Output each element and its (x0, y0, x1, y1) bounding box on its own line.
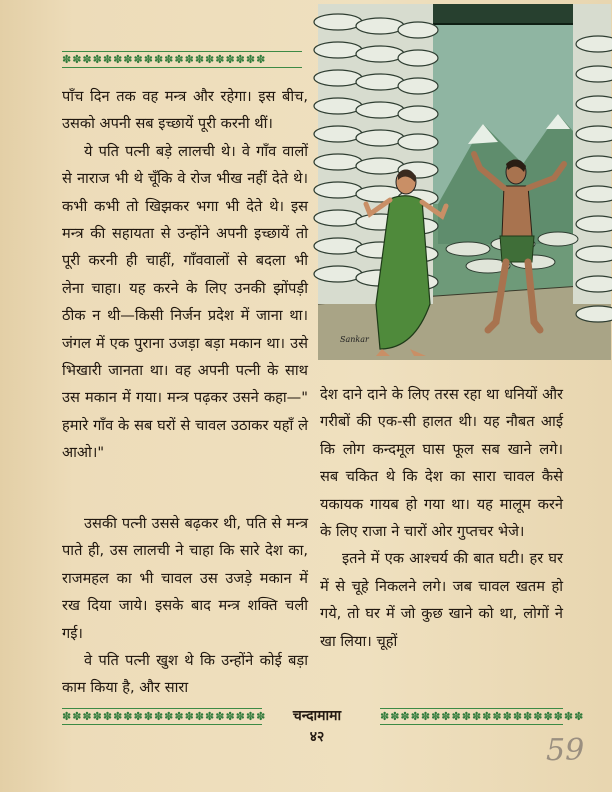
footer-border-left: ✽✽✽✽✽✽✽✽✽✽✽✽✽✽✽✽✽✽✽✽ (62, 710, 267, 723)
paragraph: ये पति पत्नी बड़े लालची थे। वे गाँव वालों से नाराज भी थे चूँकि वे रोज भीख नहीं देते थे। कभी कभी तो खिझकर भगा भी देते थे। इस मन्त्र की सहायता से उन्होंने अपनी इच्छायें तो पूरी करनी ही चाहीं, गाँववालों से बदला भी लेना चाहा। यह करने के लिए उनकी झोंपड़ी ठीक न थी—किसी निर्जन प्रदेश में जाना था। जंगल में एक पुराना उजड़ा बड़ा मकान था। उसे भिखारी जानता था। वह अपनी पत्नी के साथ उस मकान में गया। मन्त्र पढ़कर उसने कहा—" हमारे गाँव के सब घरों से चावल उठाकर यहाँ ले आओ।" (62, 142, 308, 462)
paragraph: पाँच दिन तक वह मन्त्र और रहेगा। इस बीच, उसको अपनी सब इच्छायें पूरी करनी थीं। (62, 88, 308, 133)
paragraph: उसकी पत्नी उससे बढ़कर थी, पति से मन्त्र पाते ही, उस लालची ने चाहा कि सारे देश का, राजमहल का भी चावल उस उजड़े मकान में रख दिया जाये। इसके बाद मन्त्र शक्ति चली गई। (62, 515, 308, 642)
rice-sacks-right (573, 4, 612, 322)
handwritten-note (540, 722, 590, 772)
artist-signature: Sankar (340, 335, 369, 344)
left-text-column (62, 83, 308, 467)
paragraph: इतने में एक आश्चर्य की बात घटी। हर घर में से चूहे निकलने लगे। जब चावल खतम हो गये, तो घर में जो कुछ खाने को था, लोगों ने खा लिया। चूहों (320, 550, 563, 650)
footer-border-right: ✽✽✽✽✽✽✽✽✽✽✽✽✽✽✽✽✽✽✽✽ (380, 710, 585, 723)
page-number: ४२ (309, 729, 325, 745)
left-text-column-lower (62, 510, 308, 702)
paragraph: वे पति पत्नी खुश थे कि उन्होंने कोई बड़ा काम किया है, और सारा (62, 652, 308, 697)
right-text-column (320, 381, 563, 655)
paragraph: देश दाने दाने के लिए तरस रहा था धनियों और गरीबों की एक-सी हालत थी। यह नौबत आई कि लोग कन्दमूल घास फूल सब खाने लगे। सब चकित थे कि देश का सारा चावल कैसे यकायक गायब हो गया था। यह मालूम करने के लिए राजा ने चारों ओर गुप्तचर भेजे। (320, 386, 563, 541)
illustration (318, 4, 611, 360)
svg-text:59: 59 (546, 733, 585, 768)
top-border-ornament: ✽✽✽✽✽✽✽✽✽✽✽✽✽✽✽✽✽✽✽✽ (62, 51, 302, 68)
magazine-title: चन्दामामा (292, 708, 342, 724)
